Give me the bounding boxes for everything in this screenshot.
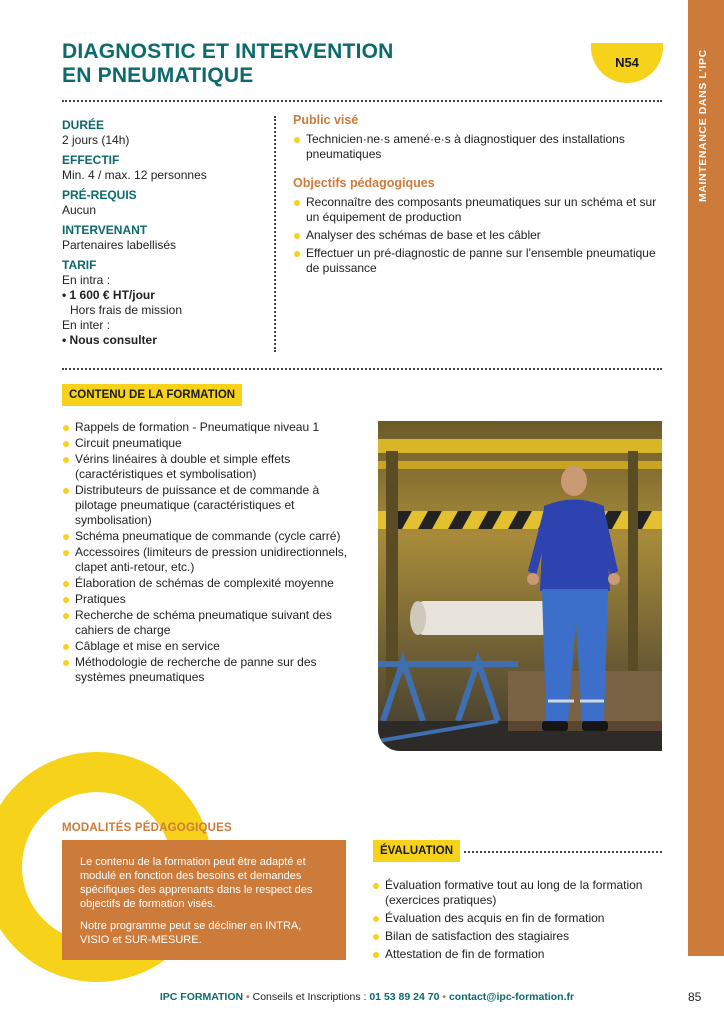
list-item: Recherche de schéma pneumatique suivant des cahiers de charge [62,608,352,638]
list-item: Rappels de formation - Pneumatique niveau 1 [62,420,352,435]
modalites-para-1: Le contenu de la formation peut être adapté et modulé en fonction des besoins et demandes spécifiques des apprenants dans le respect des objectifs de formation visés. [80,856,313,910]
list-item: Câblage et mise en service [62,639,352,654]
inter-value: • Nous consulter [62,333,157,347]
contenu-label: CONTENU DE LA FORMATION [62,384,242,406]
list-item: Attestation de fin de formation [372,947,662,962]
intervenant-label: INTERVENANT [62,223,148,237]
divider-vertical [274,116,276,352]
list-item: Technicien·ne·s amené·e·s à diagnostiquer des installations pneumatiques [293,132,663,162]
page-number: 85 [688,990,702,1004]
prerequis-label: PRÉ-REQUIS [62,188,137,202]
list-item: Analyser des schémas de base et les câbler [293,228,663,243]
tarif-label: TARIF [62,258,97,272]
footer-separator: • [442,991,449,1003]
list-item: Bilan de satisfaction des stagiaires [372,929,662,944]
intra-price: • 1 600 € HT/jour [62,288,155,302]
footer-separator: • [246,991,253,1003]
info-column [62,118,267,348]
list-item: Circuit pneumatique [62,436,352,451]
footer-email[interactable]: contact@ipc-formation.fr [448,991,575,1003]
prerequis-value: Aucun [62,203,97,217]
divider-evaluation [464,851,662,853]
divider-top [62,100,662,102]
list-item: Accessoires (limiteurs de pression unidirectionnels, clapet anti-retour, etc.) [62,545,352,575]
modalites-box [62,840,346,960]
list-item: Méthodologie de recherche de panne sur des systèmes pneumatiques [62,655,352,685]
list-item: Effectuer un pré-diagnostic de panne sur l'ensemble pneumatique de puissance [293,246,663,276]
divider-middle [62,368,662,370]
list-item: Évaluation des acquis en fin de formation [372,911,662,926]
effectif-value: Min. 4 / max. 12 personnes [62,168,207,182]
objectifs-list [293,195,663,276]
inter-label: En inter : [62,318,111,332]
list-item: Évaluation formative tout au long de la formation (exercices pratiques) [372,878,662,908]
objectifs-heading: Objectifs pédagogiques [293,176,435,190]
footer-phone[interactable]: 01 53 89 24 70 [369,991,440,1003]
side-label-svg [690,40,714,210]
objectives-column [293,113,663,279]
course-code: N54 [615,55,639,70]
page-title [62,40,482,88]
contenu-list [62,420,352,686]
photo-illustration [378,421,662,751]
public-list [293,132,663,162]
duree-label: DURÉE [62,118,105,132]
list-item: Distributeurs de puissance et de commande à pilotage pneumatique (caractéristiques et symbolisation) [62,483,352,528]
list-item: Vérins linéaires à double et simple effets (caractéristiques et symbolisation) [62,452,352,482]
list-item: Élaboration de schémas de complexité moyenne [62,576,352,591]
list-item: Reconnaître des composants pneumatiques sur un schéma et sur un équipement de production [293,195,663,225]
title-line-1: DIAGNOSTIC ET INTERVENTION [62,40,394,63]
duree-value: 2 jours (14h) [62,133,130,147]
footer [0,991,724,1003]
evaluation-list [372,878,662,965]
public-heading: Public visé [293,113,359,127]
title-line-2: EN PNEUMATIQUE [62,64,254,87]
effectif-label: EFFECTIF [62,153,120,167]
footer-text: Conseils et Inscriptions : [252,991,367,1003]
technician-photo [378,421,662,751]
side-label [690,40,714,210]
intra-label: En intra : [62,273,111,287]
course-code-badge [591,43,663,83]
intra-note: Hors frais de mission [70,303,183,317]
footer-brand: IPC FORMATION [159,991,244,1003]
side-label-text: MAINTENANCE DANS L'IPC [697,49,709,202]
list-item: Schéma pneumatique de commande (cycle carré) [62,529,352,544]
list-item: Pratiques [62,592,352,607]
intervenant-value: Partenaires labellisés [62,238,177,252]
modalites-para-2: Notre programme peut se décliner en INTRA, VISIO et SUR-MESURE. [80,920,302,946]
modalites-label: MODALITÉS PÉDAGOGIQUES [62,822,232,834]
evaluation-label: ÉVALUATION [373,840,460,862]
